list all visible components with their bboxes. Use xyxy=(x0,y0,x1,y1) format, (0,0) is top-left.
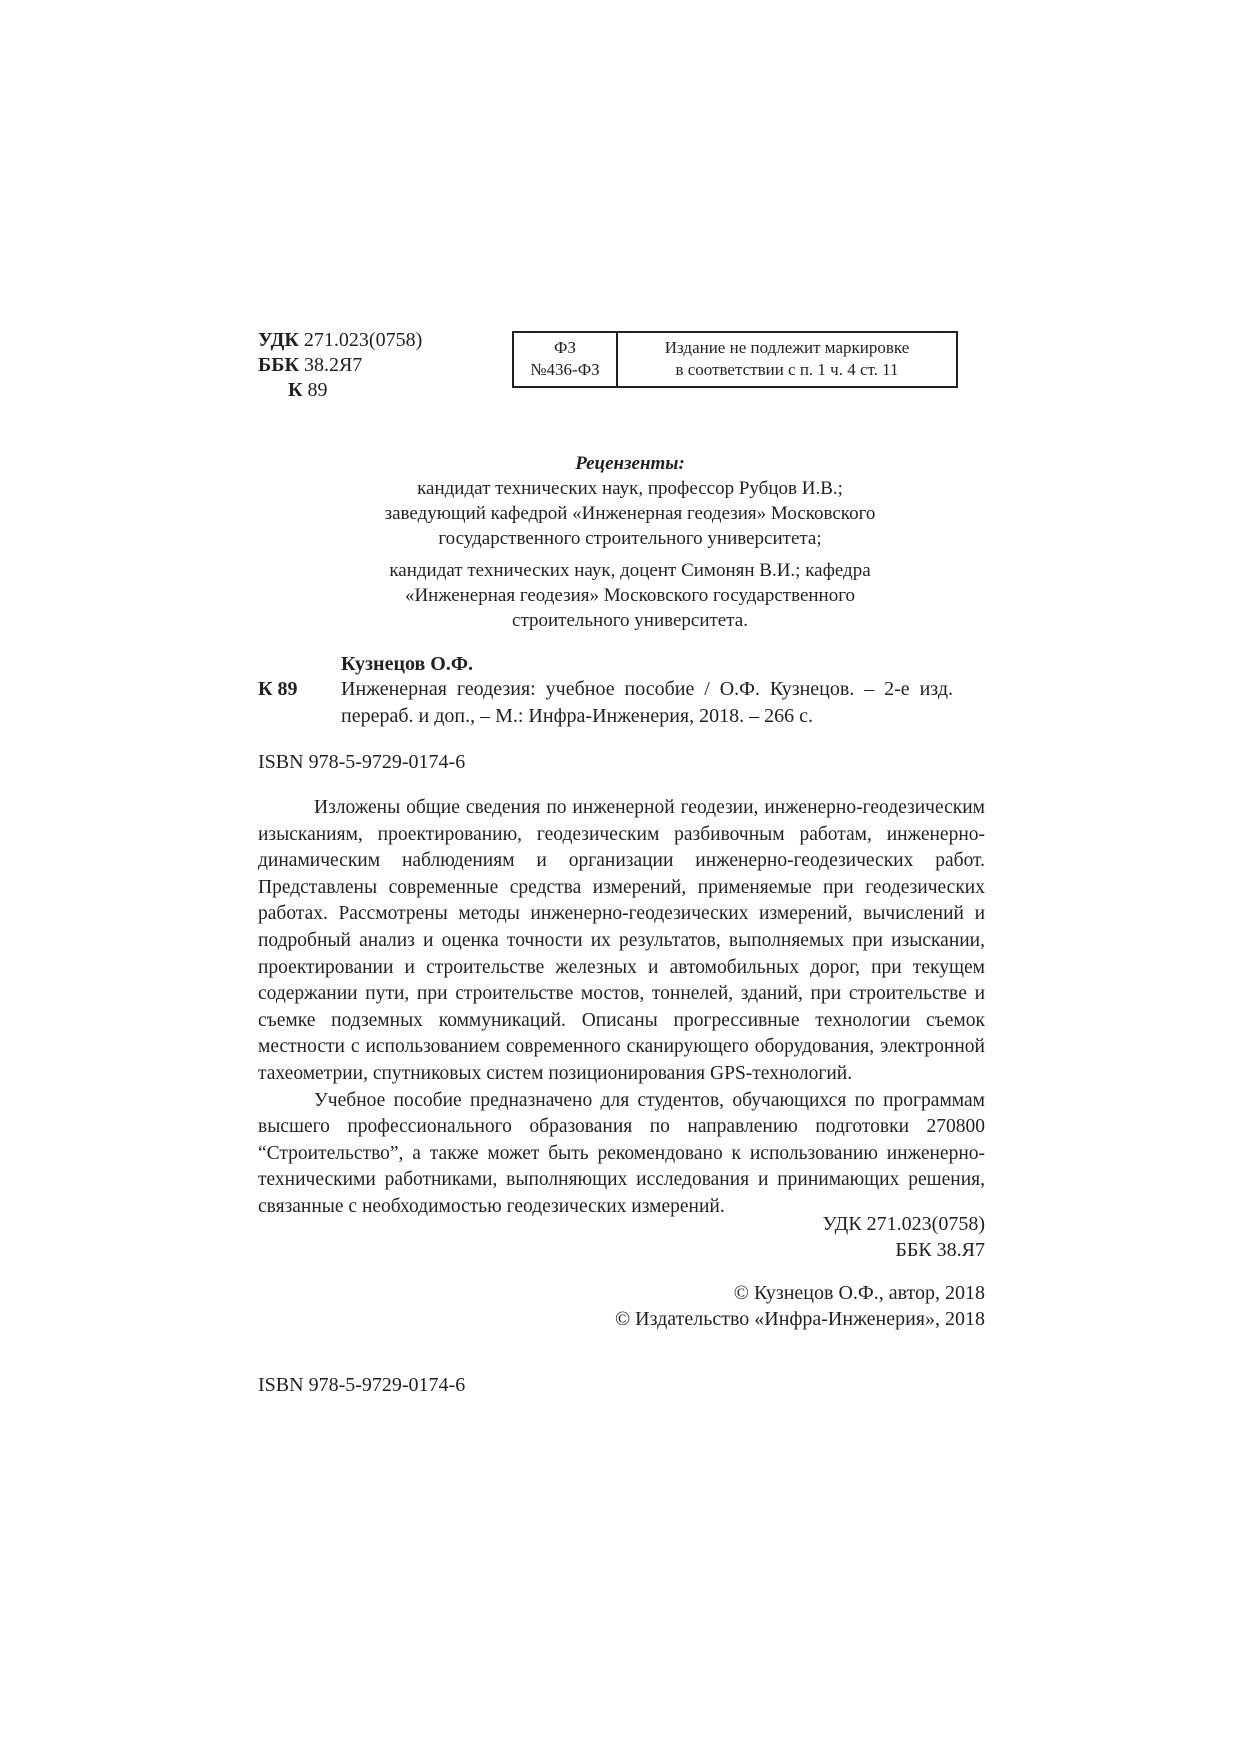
bbk-line xyxy=(258,353,422,378)
bib-code: К 89 xyxy=(258,678,298,700)
annotation xyxy=(258,795,985,1221)
copyright-publisher: © Издательство «Инфра-Инженерия», 2018 xyxy=(614,1308,985,1330)
law-line-2: №436-ФЗ xyxy=(530,360,600,379)
reviewer-1-line-2: заведующий кафедрой «Инженерная геодезия» Московского xyxy=(384,503,876,524)
law-line-1: ФЗ xyxy=(554,338,576,357)
udk-line xyxy=(258,328,422,353)
reviewers-block xyxy=(330,451,930,633)
udk-label: УДК xyxy=(258,329,299,351)
isbn: ISBN 978-5-9729-0174-6 xyxy=(258,751,466,773)
bbk-label: ББК xyxy=(258,354,299,376)
law-marking-box xyxy=(512,331,958,388)
bib-description: Инженерная геодезия: учебное пособие / О.Ф. Кузнецов. – 2-е изд. перераб. и доп., – М.: Инфра-Инженерия, 2018. – 266 с. xyxy=(341,678,953,727)
note-line-1: Издание не подлежит маркировке xyxy=(664,338,910,357)
footer-udk: УДК 271.023(0758) xyxy=(822,1213,985,1235)
annotation-paragraph-1: Изложены общие сведения по инженерной геодезии, инженерно-геодезическим изысканиям, проектированию, геодезическим разбивочным работам, инженерно-динамическим наблюдениям и организации инженерно-геодезических работ. Представлены современные средства измерений, применяемые при геодезических работах. Рассмотрены методы инженерно-геодезических измерений, вычислений и подробный анализ и оценка точности их результатов, выполняемых при изыскании, проектировании и строительстве железных и автомобильных дорог, при текущем содержании пути, при строительстве мостов, тоннелей, зданий, при строительстве и съемке подземных коммуникаций. Описаны прогрессивные технологии съемок местности с использованием современного сканирующего оборудования, электронной тахеометрии, спутниковых систем позиционирования GPS-технологий. xyxy=(258,797,985,1084)
reviewer-1-line-3: государственного строительного университета; xyxy=(438,528,822,549)
copyright-author: © Кузнецов О.Ф., автор, 2018 xyxy=(733,1282,985,1304)
bib-author: Кузнецов О.Ф. xyxy=(341,653,474,675)
author-sign-line xyxy=(258,378,422,403)
annotation-paragraph-2: Учебное пособие предназначено для студентов, обучающихся по программам высшего профессионального образования по направлению подготовки 270800 “Строительство”, а также может быть рекомендовано к использованию инженерно-техническими работниками, выполняющих исследования и принимающих решения, связанные с необходимостью геодезических измерений. xyxy=(258,1089,985,1217)
copyright-block xyxy=(615,1280,985,1332)
note-line-2: в соответствии с п. 1 ч. 4 ст. 11 xyxy=(675,360,899,379)
author-sign-value: 89 xyxy=(307,379,328,401)
bbk-value: 38.2Я7 xyxy=(303,354,363,376)
reviewer-2-line-3: строительного университета. xyxy=(512,610,748,631)
reviewer-1-line-1: кандидат технических наук, профессор Рубцов И.В.; xyxy=(417,478,843,499)
law-cell xyxy=(514,333,618,386)
reviewer-2-line-2: «Инженерная геодезия» Московского государственного xyxy=(404,585,856,606)
marking-note-cell xyxy=(618,333,956,386)
author-sign-label: К xyxy=(288,379,303,401)
udk-value: 271.023(0758) xyxy=(303,329,423,351)
reviewers-heading: Рецензенты: xyxy=(575,453,685,474)
reviewer-2-line-1: кандидат технических наук, доцент Симонян В.И.; кафедра xyxy=(389,560,871,581)
footer-bbk: ББК 38.Я7 xyxy=(895,1239,985,1261)
footer-codes xyxy=(823,1211,985,1263)
classification-block xyxy=(258,328,422,403)
isbn-footer: ISBN 978-5-9729-0174-6 xyxy=(258,1374,466,1396)
